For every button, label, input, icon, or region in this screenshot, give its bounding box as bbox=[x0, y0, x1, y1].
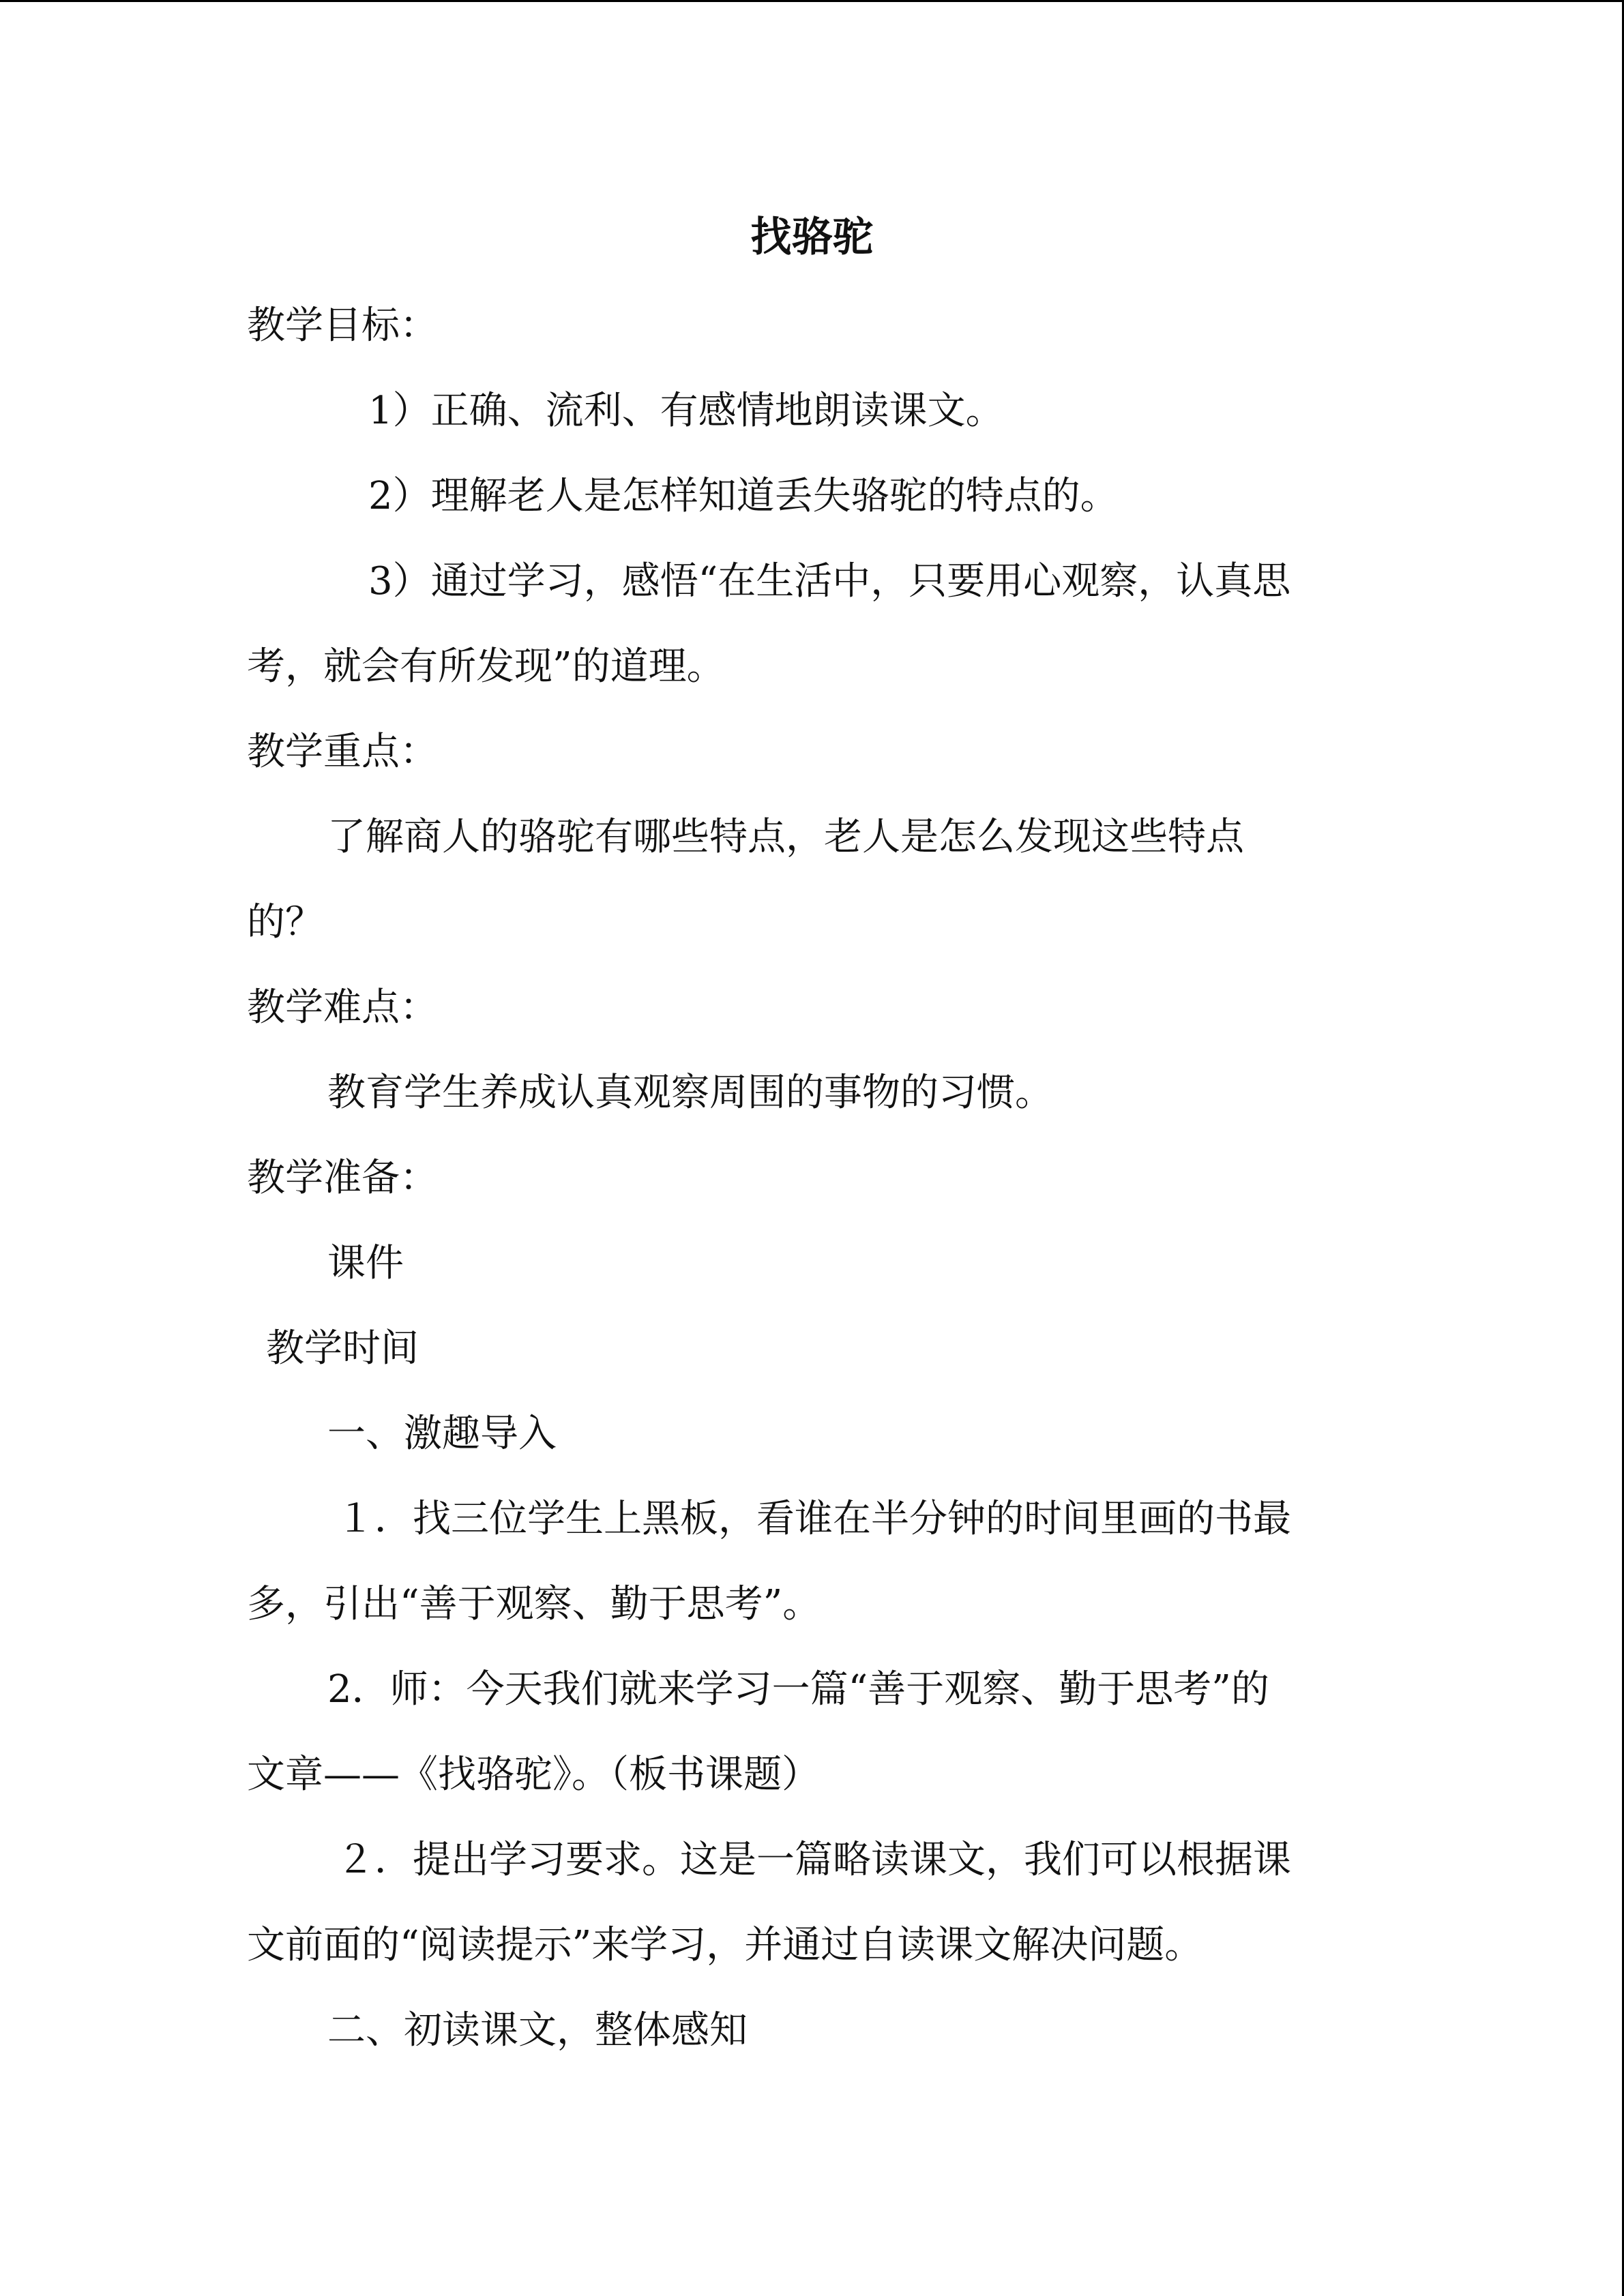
difficulties-heading: 教学难点： bbox=[247, 985, 438, 1030]
objectives-heading: 教学目标： bbox=[247, 303, 438, 348]
section-1-paragraph-3-continued: 文前面的“阅读提示”来学习，并通过自读课文解决问题。 bbox=[247, 1923, 1203, 1967]
objective-item-3-continued: 考，就会有所发现”的道理。 bbox=[247, 644, 725, 689]
preparation-text: 课件 bbox=[327, 1241, 404, 1285]
section-1-heading: 一、激趣导入 bbox=[327, 1412, 557, 1456]
key-points-text: 了解商人的骆驼有哪些特点，老人是怎么发现这些特点 bbox=[327, 815, 1244, 859]
section-1-paragraph-1: １．找三位学生上黑板，看谁在半分钟的时间里画的书最 bbox=[336, 1497, 1291, 1541]
section-2-heading: 二、初读课文，整体感知 bbox=[327, 2008, 748, 2053]
key-points-text-continued: 的？ bbox=[247, 900, 323, 944]
objective-item-1: 1）正确、流利、有感情地朗读课文。 bbox=[368, 389, 1004, 433]
objective-item-2: 2）理解老人是怎样知道丢失骆驼的特点的。 bbox=[368, 474, 1119, 518]
section-1-paragraph-2-continued: 文章——《找骆驼》。（板书课题） bbox=[247, 1753, 820, 1797]
preparation-heading: 教学准备： bbox=[247, 1156, 438, 1200]
section-1-paragraph-2: 2．师：今天我们就来学习一篇“善于观察、勤于思考”的 bbox=[327, 1667, 1269, 1712]
section-1-paragraph-3: ２．提出学习要求。这是一篇略读课文，我们可以根据课 bbox=[336, 1838, 1291, 1882]
objective-item-3: 3）通过学习，感悟“在生活中，只要用心观察，认真思 bbox=[368, 559, 1291, 603]
document-title: 找骆驼 bbox=[750, 213, 874, 261]
time-heading: 教学时间 bbox=[266, 1326, 419, 1371]
difficulties-text: 教育学生养成认真观察周围的事物的习惯。 bbox=[327, 1071, 1053, 1115]
section-1-paragraph-1-continued: 多，引出“善于观察、勤于思考”。 bbox=[247, 1582, 821, 1626]
key-points-heading: 教学重点： bbox=[247, 730, 438, 774]
